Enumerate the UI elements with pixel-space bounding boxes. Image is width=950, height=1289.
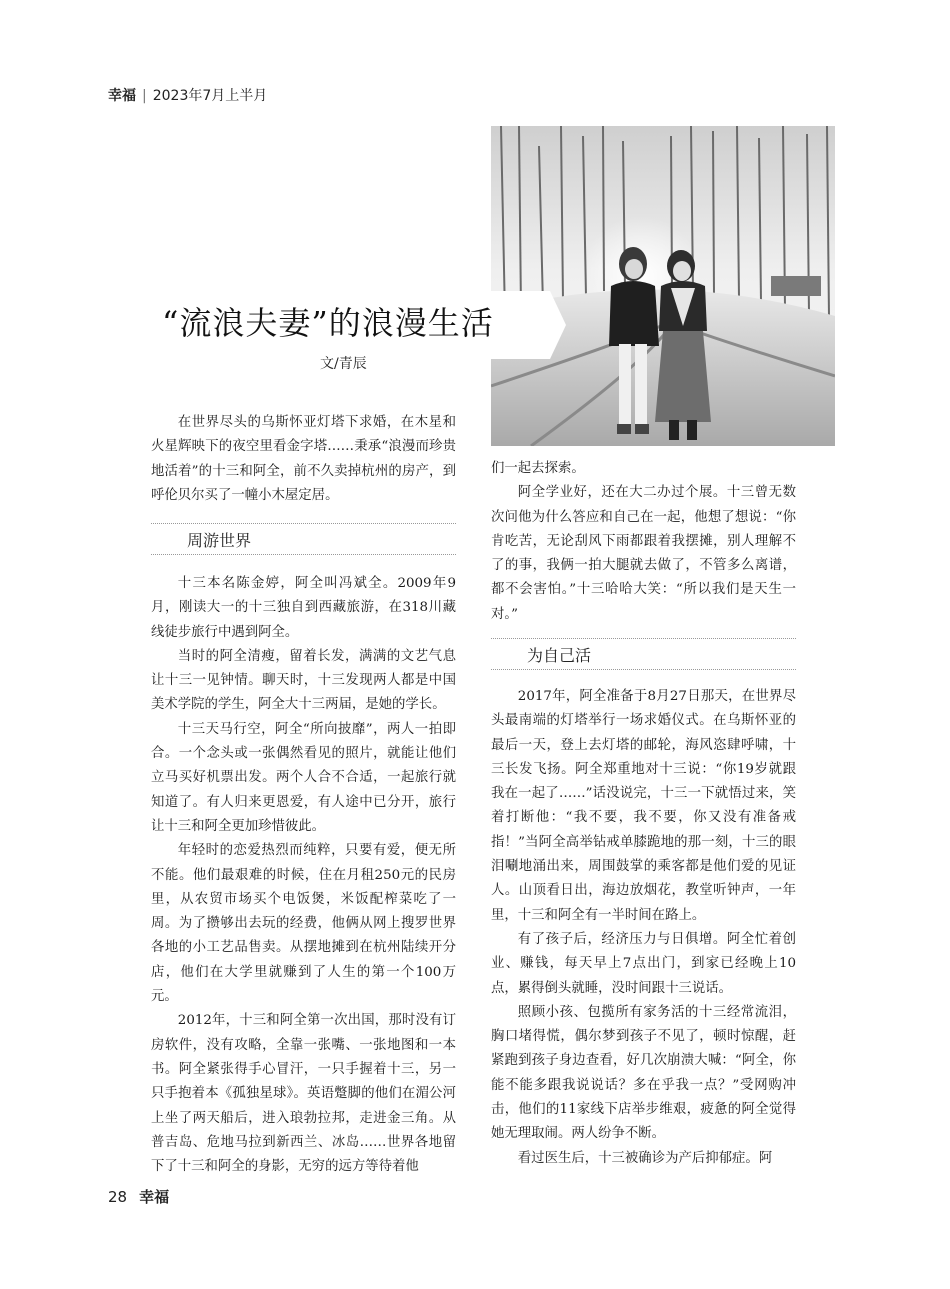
body-paragraph: 有了孩子后，经济压力与日俱增。阿全忙着创业、赚钱，每天早上7点出门，到家已经晚上10点，累得倒头就睡，没时间跟十三说话。 [491, 931, 796, 996]
section-heading-text: 为自己活 [527, 646, 592, 665]
running-header [108, 85, 267, 105]
intro-paragraph: 在世界尽头的乌斯怀亚灯塔下求婚，在木星和火星辉映下的夜空里看金字塔……秉承“浪漫而珍贵地活着”的十三和阿全，前不久卖掉杭州的房产，到呼伦贝尔买了一幢小木屋定居。 [151, 415, 456, 503]
body-paragraph: 阿全学业好，还在大二办过个展。十三曾无数次问他为什么答应和自己在一起，他想了想说：“你肯吃苦，无论刮风下雨都跟着我摆摊，别人理解不了的事，我俩一拍大腿就去做了，不管多么离谱，都不会害怕。”十三哈哈大笑：“所以我们是天生一对。” [491, 485, 796, 622]
intro-paragraph-block [151, 411, 456, 508]
section-heading-travel [151, 523, 456, 555]
body-paragraph: 十三天马行空，阿全“所向披靡”，两人一拍即合。一个念头或一张偶然看见的照片，就能让他们立马买好机票出发。两个人合不合适，一起旅行就知道了。有人归来更恩爱，有人途中已分开，旅行让十三和阿全更加珍惜彼此。 [151, 721, 456, 834]
page-footer [108, 1186, 169, 1207]
section2-body [491, 685, 796, 1171]
body-paragraph: 2017年，阿全准备于8月27日那天，在世界尽头最南端的灯塔举行一场求婚仪式。在乌斯怀亚的最后一天，登上去灯塔的邮轮，海风恣肆呼啸，十三长发飞扬。阿全郑重地对十三说：“你19岁就跟我在一起了……”话没说完，十三一下就悟过来，笑着打断他：“我不要，我不要，你又没有准备戒指！”当阿全高举钻戒单膝跪地的那一刻，十三的眼泪唰地涌出来，周围鼓掌的乘客都是他们爱的见证人。山顶看日出，海边放烟花，教堂听钟声，一年里，十三和阿全有一半时间在路上。 [491, 689, 796, 923]
body-paragraph: 照顾小孩、包揽所有家务活的十三经常流泪，胸口堵得慌，偶尔梦到孩子不见了，顿时惊醒，赶紧跑到孩子身边查看，好几次崩溃大喊：“阿全，你能不能多跟我说说话？多在乎我一点？”受网购冲击，他们的11家线下店举步维艰，疲惫的阿全觉得她无理取闹。两人纷争不断。 [491, 1004, 796, 1142]
body-paragraph: 们一起去探索。 [491, 461, 585, 476]
body-paragraph: 看过医生后，十三被确诊为产后抑郁症。阿 [517, 1150, 773, 1166]
body-paragraph: 年轻时的恋爱热烈而纯粹，只要有爱，便无所不能。他们最艰难的时候，住在月租250元的民房里，从农贸市场买个电饭煲，米饭配榨菜吃了一周。为了攒够出去玩的经费，他俩从网上搜罗世界各地的小工艺品售卖。从摆地摊到在杭州陆续开分店，他们在大学里就赚到了人生的第一个100万元。 [151, 843, 456, 1005]
footer-magazine-name: 幸福 [139, 1188, 170, 1206]
page-number: 28 [108, 1188, 128, 1206]
section-heading-text: 周游世界 [187, 531, 252, 550]
header-magazine-name: 幸福 [108, 88, 136, 104]
header-separator: | [142, 88, 147, 104]
article-author: 文/青辰 [320, 356, 367, 372]
article-title: “流浪夫妻”的浪漫生活 [162, 304, 494, 342]
body-paragraph: 当时的阿全清瘦，留着长发，满满的文艺气息让十三一见钟情。聊天时，十三发现两人都是中国美术学院的学生，阿全大十三两届，是她的学长。 [151, 648, 456, 713]
body-paragraph: 2012年，十三和阿全第一次出国，那时没有订房软件，没有攻略，全靠一张嘴、一张地图和一本书。阿全紧张得手心冒汗，一只手握着十三，另一只手抱着本《孤独星球》。英语蹩脚的他们在湄公河上坐了两天船后，进入琅勃拉邦，走进金三角。从普吉岛、危地马拉到新西兰、冰岛……世界各地留下了十三和阿全的身影，无穷的远方等待着他 [151, 1013, 456, 1175]
section-heading-live-for-self [491, 638, 796, 670]
article-photo [491, 126, 835, 446]
section1-body [151, 572, 456, 1179]
column2-continuation [491, 457, 796, 627]
header-issue: 2023年7月上半月 [152, 88, 268, 104]
body-paragraph: 十三本名陈金婷，阿全叫冯斌全。2009年9月，刚读大一的十三独自到西藏旅游，在318川藏线徒步旅行中遇到阿全。 [151, 576, 456, 640]
